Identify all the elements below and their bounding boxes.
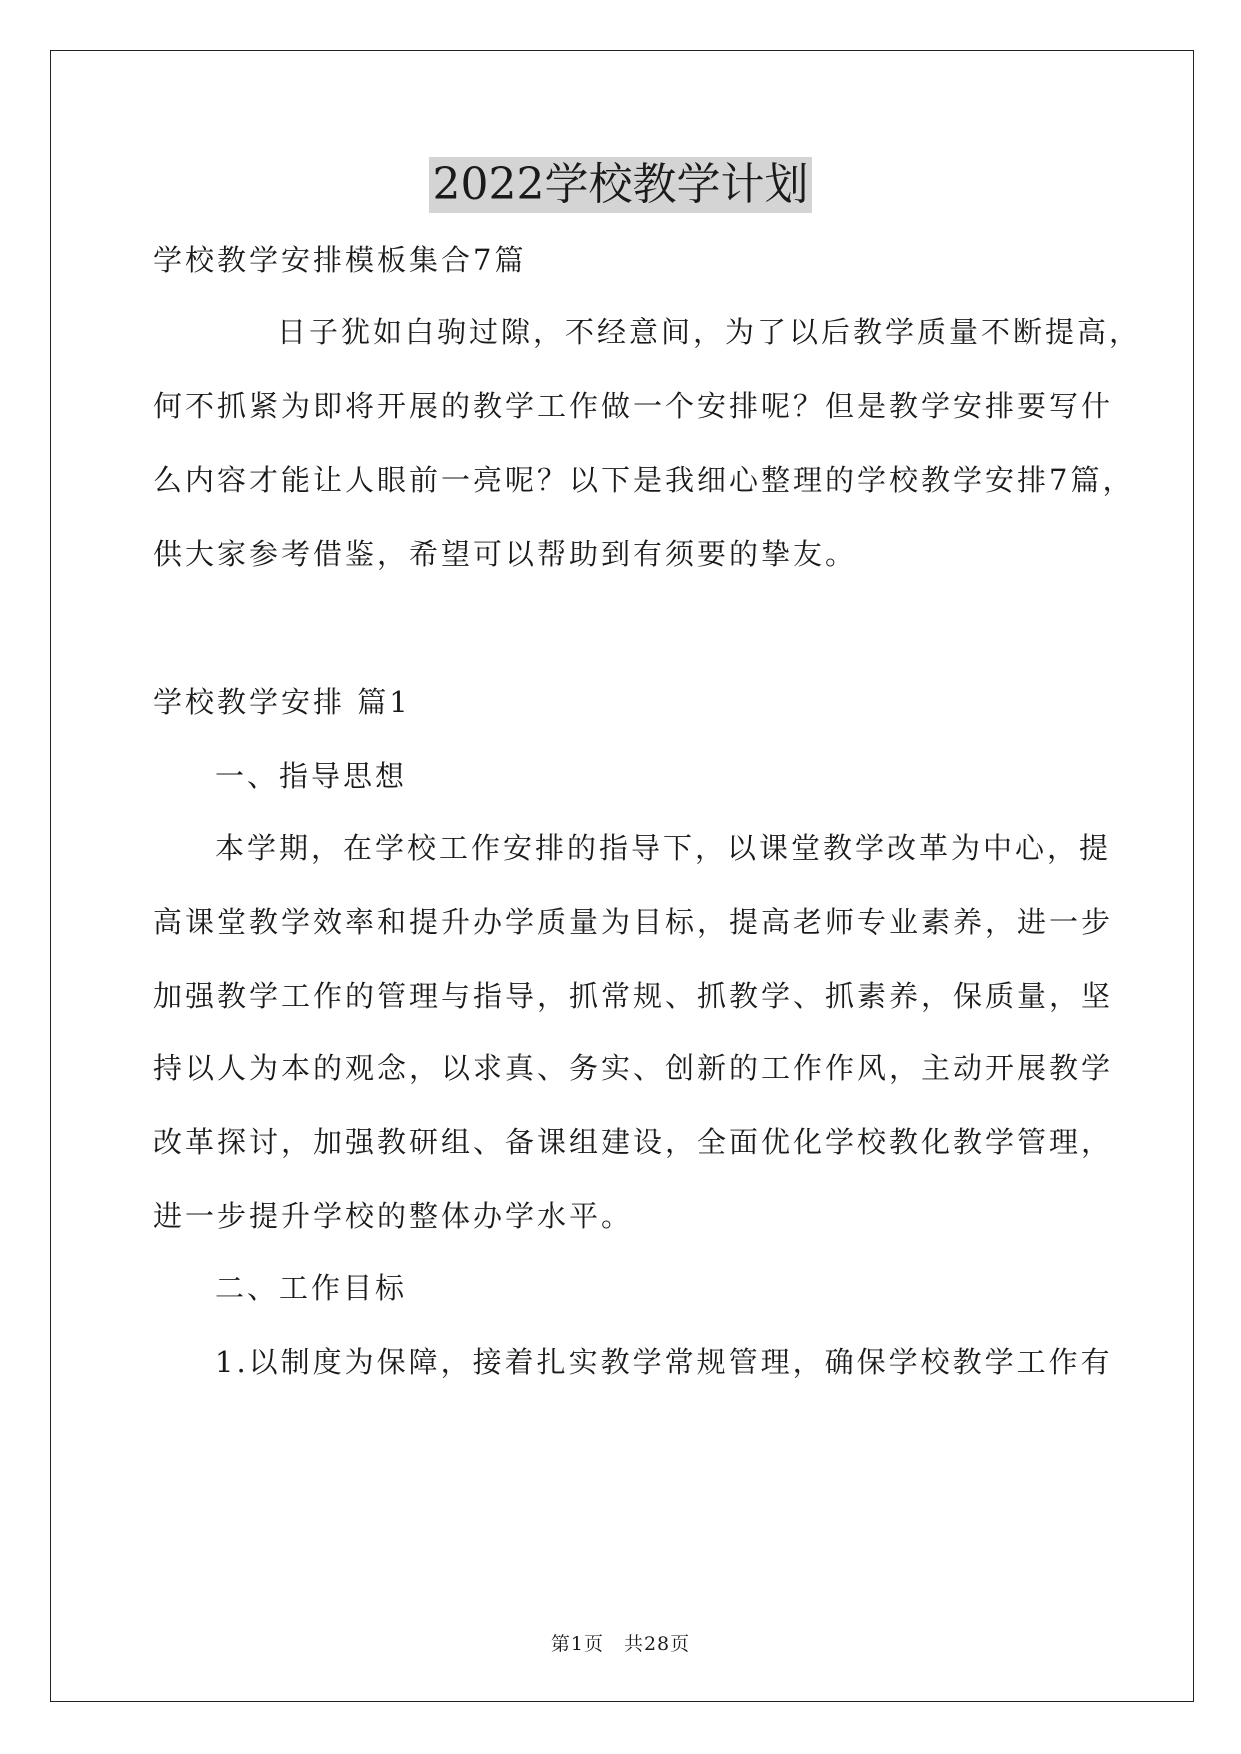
intro-line-1: 日子犹如白驹过隙，不经意间，为了以后教学质量不断提高，: [277, 315, 1142, 349]
part1-line-2: 高课堂教学效率和提升办学质量为目标，提高老师专业素养，进一步: [153, 905, 1114, 939]
section-heading: 学校教学安排 篇1: [153, 685, 411, 719]
intro-line-4: 供大家参考借鉴，希望可以帮助到有须要的挚友。: [153, 537, 858, 571]
page-footer: 第1页 共28页: [550, 1633, 691, 1655]
part1-line-1: 本学期，在学校工作安排的指导下，以课堂教学改革为中心，提: [215, 831, 1112, 865]
part1-line-4: 持以人为本的观念，以求真、务实、创新的工作作风，主动开展教学: [153, 1051, 1114, 1085]
part2-heading: 二、工作目标: [215, 1271, 408, 1305]
part1-line-5: 改革探讨，加强教研组、备课组建设，全面优化学校教化教学管理，: [153, 1125, 1114, 1159]
part2-line-1: 1.以制度为保障，接着扎实教学常规管理，确保学校教学工作有: [215, 1345, 1113, 1379]
intro-line-2: 何不抓紧为即将开展的教学工作做一个安排呢？但是教学安排要写什: [153, 389, 1114, 423]
title-container: [0, 157, 1241, 213]
intro-line-3: 么内容才能让人眼前一亮呢？以下是我细心整理的学校教学安排7篇，: [153, 463, 1135, 497]
document-title: 2022学校教学计划: [429, 157, 813, 213]
document-subtitle: 学校教学安排模板集合7篇: [153, 243, 527, 277]
part1-line-6: 进一步提升学校的整体办学水平。: [153, 1199, 634, 1233]
part1-line-3: 加强教学工作的管理与指导，抓常规、抓教学、抓素养，保质量，坚: [153, 979, 1114, 1013]
part1-heading: 一、指导思想: [215, 759, 408, 793]
page-border: [50, 50, 1194, 1702]
